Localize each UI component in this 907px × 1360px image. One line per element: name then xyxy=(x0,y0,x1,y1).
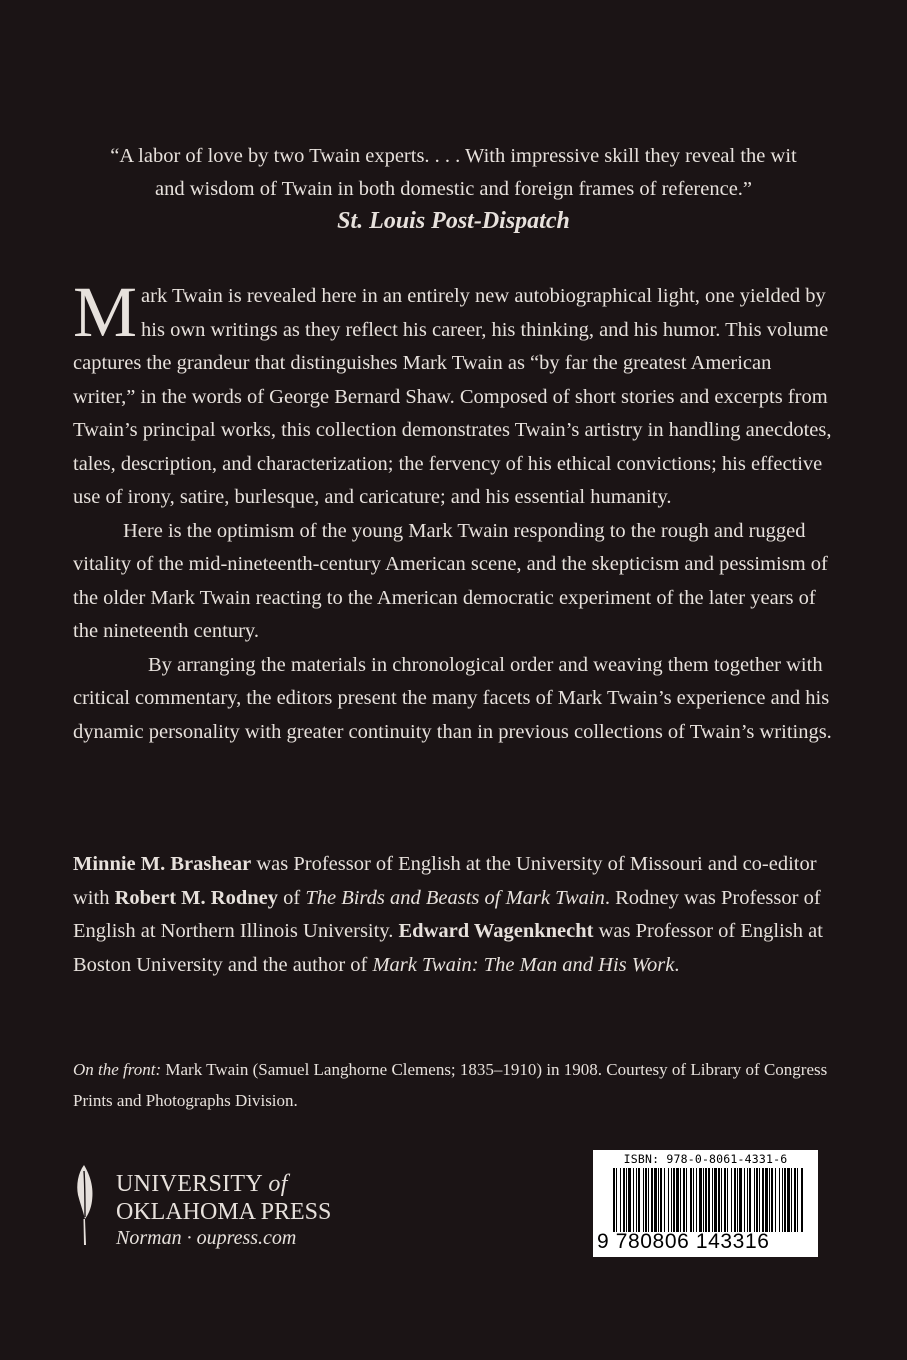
barcode-bar xyxy=(690,1168,692,1232)
barcode-bar xyxy=(648,1168,649,1232)
credit-text: Mark Twain (Samuel Langhorne Clemens; 1835–1910) in 1908. Courtesy of Library of Congress Prints and Photographs Division. xyxy=(73,1060,828,1110)
barcode-bar xyxy=(801,1168,803,1232)
barcode-bar xyxy=(671,1168,672,1232)
barcode-bar xyxy=(705,1168,707,1232)
publisher-logo xyxy=(70,1163,370,1253)
barcode-digits: 9 780806 143316 xyxy=(597,1230,770,1253)
barcode-bar xyxy=(754,1168,755,1232)
barcode-bar xyxy=(638,1168,640,1232)
barcode-bar xyxy=(626,1168,627,1232)
barcode-bar xyxy=(643,1168,644,1232)
barcode-bar xyxy=(693,1168,694,1232)
barcode-bar xyxy=(628,1168,631,1232)
barcode-bar xyxy=(708,1168,710,1232)
barcode-bar xyxy=(737,1168,738,1232)
publisher-location-website: Norman · oupress.com xyxy=(116,1227,297,1249)
book-title-birds-and-beasts: The Birds and Beasts of Mark Twain xyxy=(305,886,605,909)
barcode-bar xyxy=(613,1168,615,1232)
barcode-bar xyxy=(673,1168,675,1232)
barcode-bar xyxy=(703,1168,704,1232)
bio-text-1: was Professor of English at the University of Missouri and co-editor with xyxy=(73,853,817,909)
editors-bio xyxy=(73,848,833,982)
barcode-bar xyxy=(633,1168,634,1232)
publisher-of: of xyxy=(268,1171,288,1197)
barcode-bar xyxy=(658,1168,659,1232)
barcode-bar xyxy=(686,1168,687,1232)
publisher-name-line-2: OKLAHOMA PRESS xyxy=(116,1199,332,1225)
barcode-bar xyxy=(744,1168,745,1232)
barcode-bar xyxy=(623,1168,625,1232)
barcode-bar xyxy=(779,1168,780,1232)
review-quote-line-2: and wisdom of Twain in both domestic and foreign frames of reference.” xyxy=(154,178,753,200)
cover-photo-credit xyxy=(73,1054,833,1116)
bio-text-4: was Professor of English at Boston University and the author of xyxy=(73,920,823,976)
barcode-bar xyxy=(651,1168,653,1232)
barcode-bar xyxy=(791,1168,792,1232)
barcode-bar xyxy=(636,1168,637,1232)
barcode-bar xyxy=(668,1168,669,1232)
barcode-bar xyxy=(784,1168,786,1232)
barcode-bar xyxy=(747,1168,748,1232)
credit-label: On the front: xyxy=(73,1060,162,1079)
barcode-bar xyxy=(739,1168,742,1232)
barcode-bar xyxy=(797,1168,798,1232)
barcode-bar xyxy=(616,1168,617,1232)
barcode-bar xyxy=(782,1168,783,1232)
description-paragraph-2: Here is the optimism of the young Mark Twain responding to the rough and rugged vitality of the mid-nineteenth-century American scene, and the skepticism and pessimism of the older Mark Twain reacting to the American democratic experiment of the later years of the nineteenth century. xyxy=(73,519,828,642)
barcode-bar xyxy=(794,1168,796,1232)
barcode-bar xyxy=(787,1168,790,1232)
review-quote xyxy=(60,140,847,206)
barcode-bars xyxy=(613,1168,803,1232)
barcode-bar xyxy=(714,1168,717,1232)
review-quote-line-1: “A labor of love by two Twain experts. . . . With impressive skill they reveal the wit xyxy=(110,145,797,167)
editor-name-brashear: Minnie M. Brashear xyxy=(73,853,252,875)
description-paragraph-1-text: ark Twain is revealed here in an entirely new autobiographical light, one yielded by his own writings as they reflect his career, his thinking, and his humor. This volume captures the grandeur that distinguishes Mark Twain as “by far the greatest American writer,” in the words of George Bernard Shaw. Composed of short stories and excerpts from Twain’s principal works, this collection demonstrates Twain’s artistry in handling anecdotes, tales, description, and characterization; the fervency of his ethical convictions; his effective use of irony, satire, burlesque, and caricature; and his essential humanity. xyxy=(73,285,832,508)
barcode-bar xyxy=(724,1168,726,1232)
barcode-bar xyxy=(756,1168,758,1232)
isbn-barcode xyxy=(593,1150,818,1257)
barcode-bar xyxy=(721,1168,722,1232)
barcode-bar xyxy=(762,1168,764,1232)
barcode-bar xyxy=(759,1168,760,1232)
bio-text-3: . Rodney was Professor of English at Northern Illinois University. xyxy=(73,886,821,942)
barcode-bar xyxy=(771,1168,773,1232)
barcode-bar xyxy=(749,1168,751,1232)
barcode-bar xyxy=(718,1168,720,1232)
barcode-bar xyxy=(683,1168,685,1232)
publisher-university: UNIVERSITY xyxy=(116,1171,269,1197)
barcode-bar xyxy=(734,1168,736,1232)
isbn-label: ISBN: 978-0-8061-4331-6 xyxy=(623,1152,788,1166)
barcode-bar xyxy=(660,1168,662,1232)
drop-cap: M xyxy=(73,272,138,352)
quill-icon xyxy=(70,1163,100,1247)
publisher-name-line-1 xyxy=(116,1171,288,1197)
description-paragraph-1 xyxy=(73,272,833,515)
description-paragraph-3: By arranging the materials in chronological order and weaving them together with critical commentary, the editors present the many facets of Mark Twain’s experience and his dynamic personality with greater continuity than in previous collections of Twain’s writings. xyxy=(73,653,832,743)
barcode-bar xyxy=(727,1168,728,1232)
editor-name-wagenknecht: Edward Wagenknecht xyxy=(398,920,594,942)
barcode-bar xyxy=(676,1168,679,1232)
barcode-bar xyxy=(731,1168,732,1232)
barcode-bar xyxy=(769,1168,770,1232)
review-source: St. Louis Post-Dispatch xyxy=(337,208,570,234)
barcode-bar xyxy=(664,1168,665,1232)
book-description xyxy=(73,272,833,749)
bio-text-5: . xyxy=(674,953,680,976)
barcode-bar xyxy=(654,1168,657,1232)
barcode-bar xyxy=(775,1168,776,1232)
barcode-bar xyxy=(765,1168,768,1232)
editor-name-rodney: Robert M. Rodney xyxy=(114,886,278,909)
book-title-man-and-his-work: Mark Twain: The Man and His Work xyxy=(372,953,675,976)
barcode-bar xyxy=(699,1168,702,1232)
barcode-bar xyxy=(620,1168,621,1232)
barcode-bar xyxy=(680,1168,681,1232)
barcode-bar xyxy=(645,1168,647,1232)
barcode-bar xyxy=(696,1168,697,1232)
bio-text-2: of xyxy=(278,886,306,909)
barcode-bar xyxy=(712,1168,713,1232)
